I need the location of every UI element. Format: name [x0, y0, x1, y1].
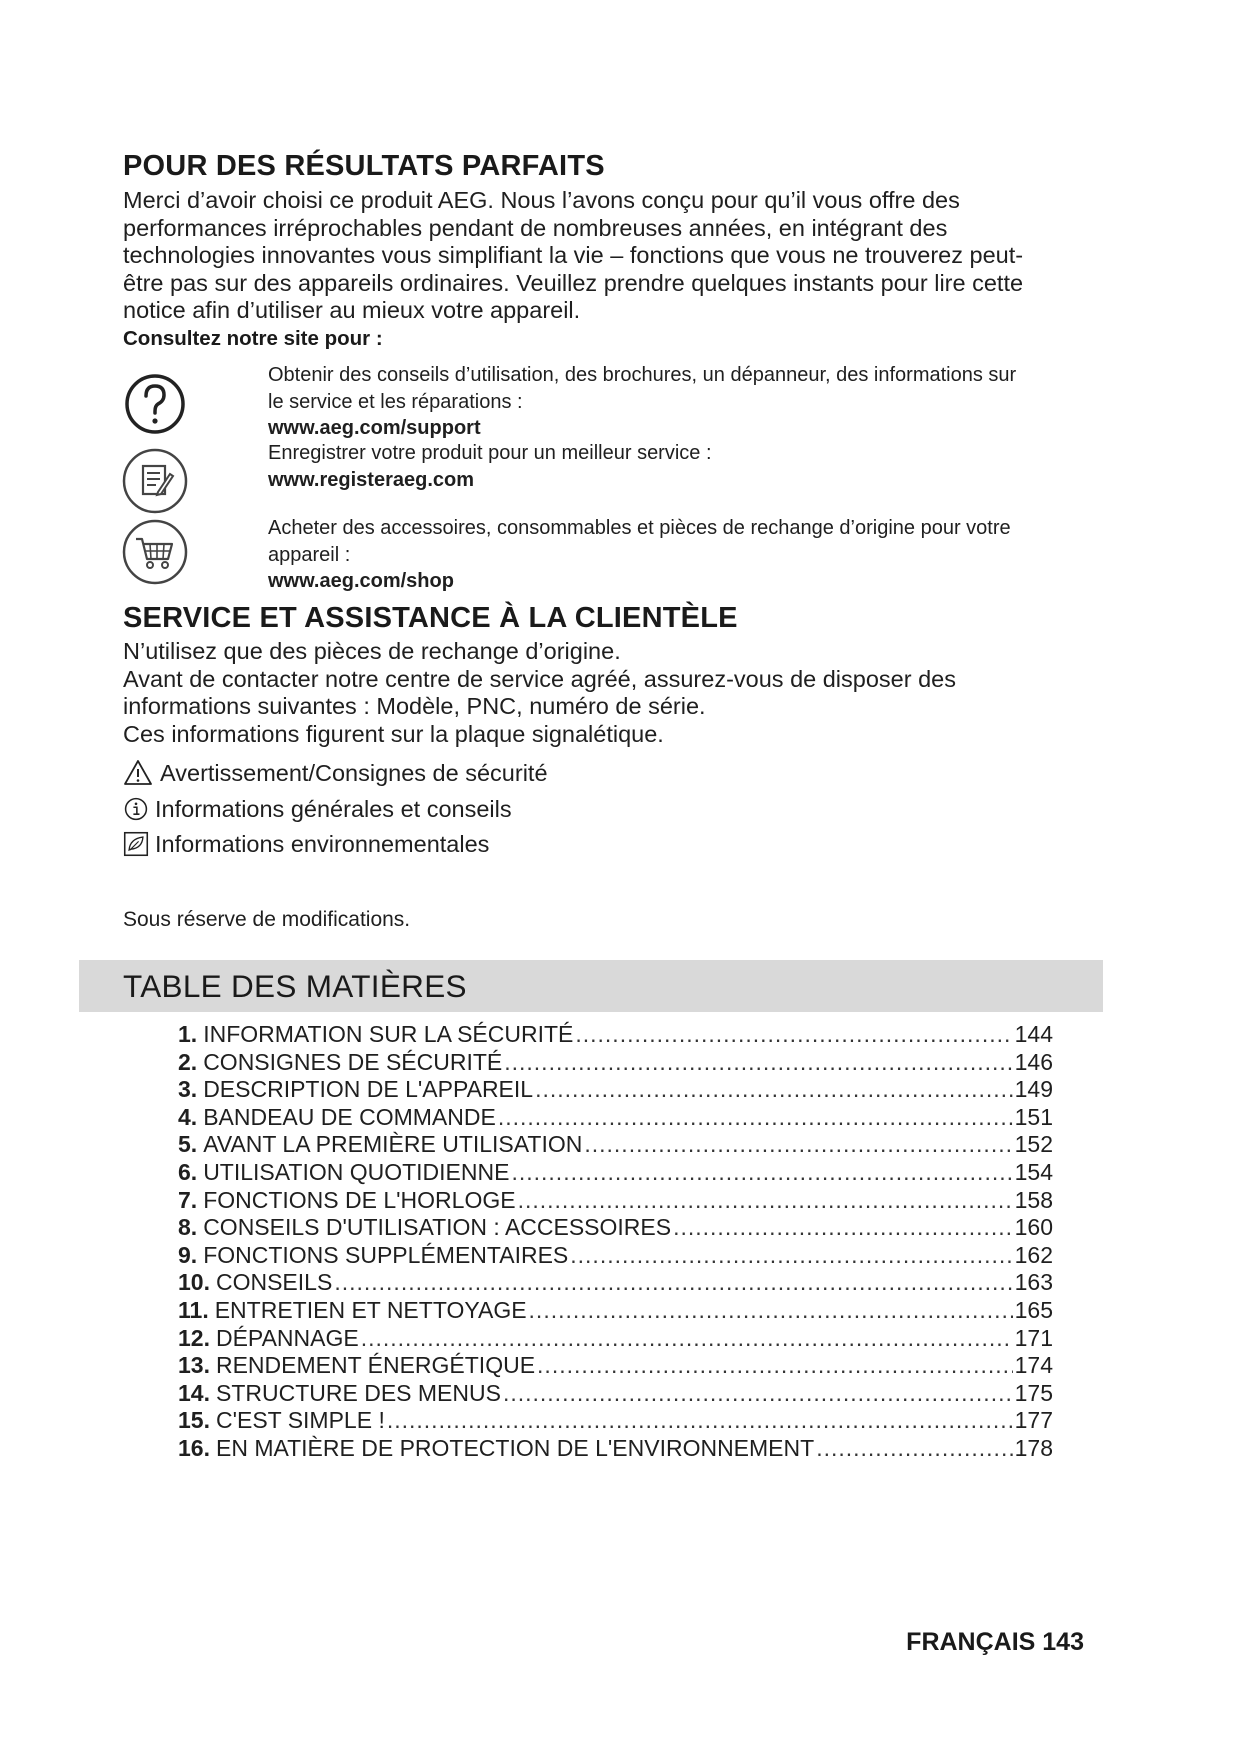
toc-dot-leader: [575, 1021, 1012, 1049]
toc-item[interactable]: [178, 1104, 1053, 1132]
toc-item-title: EN MATIÈRE DE PROTECTION DE L'ENVIRONNEMENT: [215, 1434, 815, 1461]
toc-item[interactable]: [178, 1435, 1053, 1463]
modification-note: Sous réserve de modifications.: [123, 908, 411, 931]
toc-item-page: 162: [1014, 1241, 1053, 1268]
intro-line: être pas sur des appareils ordinaires. Veuillez prendre quelques instants pour lire cette: [123, 269, 1024, 296]
toc-heading: TABLE DES MATIÈRES: [123, 968, 467, 1004]
toc-item[interactable]: [178, 1021, 1053, 1049]
toc-dot-leader: [816, 1435, 1012, 1463]
toc-item-number: 4.: [178, 1103, 198, 1130]
toc-dot-leader: [511, 1159, 1012, 1187]
toc-item-title: DÉPANNAGE: [215, 1324, 359, 1351]
toc-item[interactable]: [178, 1407, 1053, 1435]
toc-item[interactable]: [178, 1076, 1053, 1104]
toc-item-title: DESCRIPTION DE L'APPAREIL: [203, 1076, 534, 1103]
toc-item-title: STRUCTURE DES MENUS: [215, 1379, 501, 1406]
toc-item-title: FONCTIONS DE L'HORLOGE: [203, 1186, 516, 1213]
intro-line: notice afin d’utiliser au mieux votre appareil.: [123, 297, 581, 323]
register-link[interactable]: www.registeraeg.com: [268, 468, 474, 491]
toc-item-number: 8.: [178, 1214, 198, 1241]
toc-dot-leader: [529, 1297, 1013, 1325]
toc-dot-leader: [673, 1214, 1013, 1242]
shop-desc-line: Acheter des accessoires, consommables et pièces de rechange d’origine pour votre: [268, 517, 1011, 539]
toc-item-page: 165: [1014, 1296, 1053, 1323]
toc-item-title: AVANT LA PREMIÈRE UTILISATION: [203, 1131, 583, 1158]
toc-item-number: 5.: [178, 1131, 198, 1158]
toc-item-title: RENDEMENT ÉNERGÉTIQUE: [215, 1352, 536, 1379]
toc-item-page: 149: [1014, 1076, 1053, 1103]
toc-item-number: 6.: [178, 1158, 198, 1185]
toc-item-page: 151: [1014, 1103, 1053, 1130]
legend-info-label: Informations générales et conseils: [155, 796, 512, 822]
toc-item-number: 1.: [178, 1021, 198, 1047]
register-icon: [120, 446, 190, 516]
toc-item[interactable]: [178, 1159, 1053, 1187]
toc-item[interactable]: [178, 1269, 1053, 1297]
warning-icon: [123, 758, 153, 788]
toc-item-title: FONCTIONS SUPPLÉMENTAIRES: [203, 1241, 569, 1268]
shop-text: [268, 515, 1228, 595]
intro-line: performances irréprochables pendant de nombreuses années, en intégrant des: [123, 214, 948, 241]
toc-dot-leader: [503, 1380, 1013, 1408]
intro-paragraph: [123, 187, 1103, 325]
toc-item-title: INFORMATION SUR LA SÉCURITÉ: [203, 1021, 574, 1047]
toc-item[interactable]: [178, 1242, 1053, 1270]
toc-item-page: 158: [1014, 1186, 1053, 1213]
toc-item-number: 2.: [178, 1048, 198, 1075]
toc-item[interactable]: [178, 1297, 1053, 1325]
toc-item-number: 16.: [178, 1434, 210, 1461]
toc-item[interactable]: [178, 1325, 1053, 1353]
register-row: [123, 440, 1113, 510]
legend-environment-label: Informations environnementales: [155, 831, 490, 857]
toc-item-page: 152: [1014, 1131, 1053, 1158]
toc-item-number: 13.: [178, 1352, 210, 1379]
register-text: [268, 440, 1228, 493]
section-title-service: SERVICE ET ASSISTANCE À LA CLIENTÈLE: [123, 602, 738, 634]
toc-item[interactable]: [178, 1049, 1053, 1077]
support-text: [268, 362, 1228, 442]
toc-item-number: 10.: [178, 1269, 210, 1296]
toc-item[interactable]: [178, 1380, 1053, 1408]
toc-item-page: 175: [1014, 1379, 1053, 1406]
toc-item-page: 171: [1014, 1324, 1053, 1351]
toc-dot-leader: [535, 1076, 1013, 1104]
info-icon: [123, 796, 149, 822]
toc-dot-leader: [570, 1242, 1012, 1270]
cart-icon: [120, 517, 190, 587]
toc-item-title: C'EST SIMPLE !: [215, 1407, 385, 1434]
toc-item-number: 15.: [178, 1407, 210, 1434]
toc-item-page: 177: [1014, 1407, 1053, 1434]
consult-label: Consultez notre site pour :: [123, 327, 383, 350]
toc-item-page: 146: [1014, 1048, 1053, 1075]
toc-list: [178, 1021, 1053, 1463]
toc-dot-leader: [387, 1407, 1013, 1435]
toc-item-title: ENTRETIEN ET NETTOYAGE: [214, 1296, 527, 1323]
service-line: Ces informations figurent sur la plaque signalétique.: [123, 720, 664, 747]
toc-dot-leader: [361, 1325, 1013, 1353]
legend-warning-label: Avertissement/Consignes de sécurité: [160, 760, 548, 786]
section-title-results: POUR DES RÉSULTATS PARFAITS: [123, 150, 605, 182]
shop-row: [123, 515, 1113, 597]
toc-item-page: 174: [1014, 1352, 1053, 1379]
toc-dot-leader: [334, 1269, 1012, 1297]
service-line: N’utilisez que des pièces de rechange d’origine.: [123, 638, 621, 664]
shop-link[interactable]: www.aeg.com/shop: [268, 570, 454, 592]
legend-info: [123, 794, 512, 824]
toc-item[interactable]: [178, 1352, 1053, 1380]
intro-line: technologies innovantes vous simplifiant la vie – fonctions que vous ne trouverez peut-: [123, 242, 1024, 268]
toc-item-page: 160: [1014, 1214, 1053, 1241]
toc-banner: [79, 960, 1103, 1012]
toc-dot-leader: [504, 1049, 1012, 1077]
register-desc-line: Enregistrer votre produit pour un meilleur service :: [268, 442, 712, 464]
toc-dot-leader: [584, 1131, 1012, 1159]
page-footer: FRANÇAIS 143: [906, 1628, 1084, 1656]
legend-warning: [123, 758, 548, 788]
service-paragraph: [123, 638, 1103, 748]
toc-item-page: 178: [1014, 1434, 1053, 1461]
toc-dot-leader: [498, 1104, 1013, 1132]
toc-item-number: 14.: [178, 1379, 210, 1406]
leaf-icon: [123, 831, 149, 857]
service-line: Avant de contacter notre centre de service agréé, assurez-vous de disposer des: [123, 665, 956, 692]
question-icon: [123, 372, 187, 436]
legend-environment: [123, 829, 489, 859]
service-line: informations suivantes : Modèle, PNC, numéro de série.: [123, 693, 706, 719]
support-desc-line: Obtenir des conseils d’utilisation, des brochures, un dépanneur, des informations sur: [268, 364, 1017, 386]
toc-item[interactable]: [178, 1214, 1053, 1242]
toc-item[interactable]: [178, 1131, 1053, 1159]
toc-item-number: 7.: [178, 1186, 198, 1213]
toc-dot-leader: [537, 1352, 1013, 1380]
toc-item-number: 12.: [178, 1324, 210, 1351]
toc-item-title: CONSIGNES DE SÉCURITÉ: [203, 1048, 503, 1075]
toc-item-page: 144: [1014, 1021, 1053, 1047]
toc-item-number: 11.: [178, 1296, 209, 1323]
support-desc-line: le service et les réparations :: [268, 390, 523, 413]
toc-item-page: 163: [1014, 1269, 1053, 1296]
toc-item-title: CONSEILS: [215, 1269, 333, 1296]
toc-item[interactable]: [178, 1187, 1053, 1215]
toc-item-number: 3.: [178, 1076, 198, 1103]
toc-item-number: 9.: [178, 1241, 198, 1268]
toc-item-title: CONSEILS D'UTILISATION : ACCESSOIRES: [203, 1214, 672, 1241]
support-row: [123, 362, 1113, 452]
support-link[interactable]: www.aeg.com/support: [268, 417, 481, 439]
toc-item-title: BANDEAU DE COMMANDE: [203, 1103, 496, 1130]
toc-item-page: 154: [1014, 1158, 1053, 1185]
intro-line: Merci d’avoir choisi ce produit AEG. Nous l’avons conçu pour qu’il vous offre des: [123, 187, 960, 213]
toc-dot-leader: [518, 1187, 1013, 1215]
toc-item-title: UTILISATION QUOTIDIENNE: [203, 1158, 510, 1185]
shop-desc-line: appareil :: [268, 543, 351, 566]
